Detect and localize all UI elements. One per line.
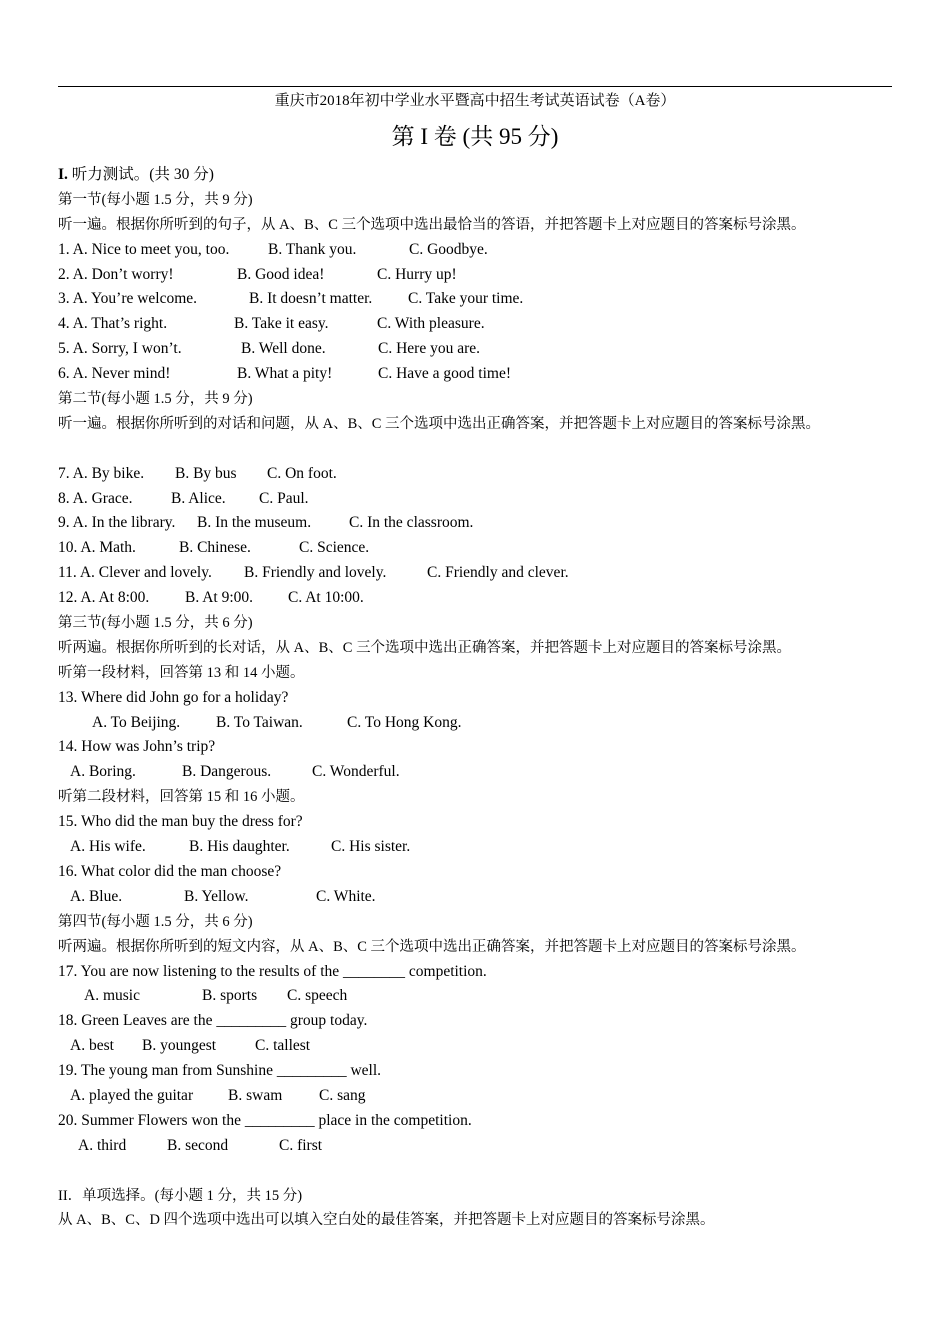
option-a: A. Boring. — [70, 763, 136, 781]
option-b: B. What a pity! — [237, 365, 333, 383]
option-a: 4. A. That’s right. — [58, 315, 168, 333]
passage1-note: 听第一段材料，回答第 13 和 14 小题。 — [58, 664, 305, 681]
option-c: C. Here you are. — [378, 340, 480, 358]
option-c: C. White. — [316, 887, 376, 905]
option-a: 12. A. At 8:00. — [58, 589, 150, 607]
option-b: B. Thank you. — [268, 240, 357, 258]
question-14-stem: 14. How was John’s trip? — [58, 738, 216, 756]
option-b: B. By bus — [175, 464, 237, 482]
option-a: A. His wife. — [70, 838, 146, 856]
question-4 — [58, 312, 908, 337]
option-c: C. Friendly and clever. — [427, 564, 569, 582]
option-c: C. At 10:00. — [288, 589, 364, 607]
option-b: B. Good idea! — [237, 265, 325, 283]
option-c: C. Take your time. — [408, 290, 524, 308]
option-b: B. Alice. — [171, 489, 226, 507]
question-6 — [58, 362, 908, 387]
option-a: A. third — [78, 1136, 127, 1154]
option-b: B. swam — [228, 1086, 283, 1104]
option-c: C. Have a good time! — [378, 365, 512, 383]
part1-label: 第一节(每小题 1.5 分，共 9 分) — [58, 191, 253, 208]
option-a: 9. A. In the library. — [58, 514, 176, 532]
option-b: B. youngest — [142, 1037, 217, 1055]
part1-instructions: 听一遍。根据你所听到的句子，从 A、B、C 三个选项中选出最恰当的答语，并把答题卡上对应题目的答案标号涂黑。 — [58, 216, 806, 233]
option-b: B. Friendly and lovely. — [244, 564, 387, 582]
option-b: B. At 9:00. — [185, 589, 254, 607]
option-a: A. Blue. — [70, 887, 123, 905]
question-19-stem: 19. The young man from Sunshine _________ well. — [58, 1062, 382, 1080]
question-8 — [58, 487, 908, 512]
option-c: C. Goodbye. — [409, 240, 488, 258]
option-c: C. Wonderful. — [312, 763, 400, 781]
option-c: C. Paul. — [259, 489, 309, 507]
option-a: A. played the guitar — [70, 1086, 194, 1104]
option-c: C. His sister. — [331, 838, 411, 856]
question-20-stem: 20. Summer Flowers won the _________ place in the competition. — [58, 1111, 472, 1129]
question-16-options — [58, 885, 908, 910]
option-a: 11. A. Clever and lovely. — [58, 564, 212, 582]
question-13-options — [58, 711, 908, 736]
option-b: B. Take it easy. — [234, 315, 329, 333]
question-19-options — [58, 1084, 908, 1109]
option-b: B. Yellow. — [184, 887, 249, 905]
option-a: 7. A. By bike. — [58, 464, 145, 482]
question-9 — [58, 511, 908, 536]
section1-heading — [58, 163, 908, 188]
question-15-stem: 15. Who did the man buy the dress for? — [58, 813, 303, 831]
option-a: 1. A. Nice to meet you, too. — [58, 240, 230, 258]
option-c: C. To Hong Kong. — [347, 713, 462, 731]
option-c: C. With pleasure. — [377, 315, 485, 333]
question-5 — [58, 337, 908, 362]
part3-instructions: 听两遍。根据你所听到的长对话，从 A、B、C 三个选项中选出正确答案，并把答题卡上对应题目的答案标号涂黑。 — [58, 639, 792, 656]
part2-instructions: 听一遍。根据你所听到的对话和问题，从 A、B、C 三个选项中选出正确答案，并把答题卡上对应题目的答案标号涂黑。 — [58, 415, 821, 432]
question-18-stem: 18. Green Leaves are the _________ group today. — [58, 1012, 368, 1030]
option-b: B. second — [167, 1136, 229, 1154]
option-a: A. To Beijing. — [92, 713, 181, 731]
question-3 — [58, 287, 908, 312]
part4-label: 第四节(每小题 1.5 分，共 6 分) — [58, 913, 253, 930]
option-c: C. On foot. — [267, 464, 337, 482]
header-rule — [58, 86, 892, 87]
page-title: 第 I 卷 (共 95 分) — [391, 124, 559, 149]
option-c: C. Science. — [299, 539, 370, 557]
question-15-options — [58, 835, 908, 860]
spacer — [58, 437, 908, 462]
part4-instructions: 听两遍。根据你所听到的短文内容，从 A、B、C 三个选项中选出正确答案，并把答题卡上对应题目的答案标号涂黑。 — [58, 938, 806, 955]
question-18-options — [58, 1034, 908, 1059]
option-b: B. His daughter. — [189, 838, 290, 856]
part2-label: 第二节(每小题 1.5 分，共 9 分) — [58, 391, 253, 408]
option-c: C. sang — [319, 1086, 366, 1104]
option-c: C. first — [279, 1136, 323, 1154]
option-b: B. To Taiwan. — [216, 713, 303, 731]
spacer — [58, 1159, 908, 1184]
option-a: A. best — [70, 1037, 114, 1055]
option-a: 10. A. Math. — [58, 539, 136, 557]
option-c: C. Hurry up! — [377, 265, 457, 283]
part3-label: 第三节(每小题 1.5 分，共 6 分) — [58, 615, 253, 632]
option-c: C. In the classroom. — [349, 514, 474, 532]
question-1 — [58, 238, 908, 263]
option-a: 5. A. Sorry, I won’t. — [58, 340, 182, 358]
option-b: B. In the museum. — [197, 514, 312, 532]
question-13-stem: 13. Where did John go for a holiday? — [58, 688, 289, 706]
section1-number: I. — [58, 166, 68, 183]
passage2-note: 听第二段材料，回答第 15 和 16 小题。 — [58, 789, 305, 806]
question-11 — [58, 561, 908, 586]
question-14-options — [58, 760, 908, 785]
option-a: 6. A. Never mind! — [58, 365, 171, 383]
question-16-stem: 16. What color did the man choose? — [58, 862, 282, 880]
option-b: B. It doesn’t matter. — [249, 290, 373, 308]
section2-heading: II．单项选择。(每小题 1 分，共 15 分) — [58, 1187, 303, 1204]
option-a: 2. A. Don’t worry! — [58, 265, 174, 283]
option-b: B. Chinese. — [179, 539, 251, 557]
question-12 — [58, 586, 908, 611]
exam-header: 重庆市2018年初中学业水平暨高中招生考试英语试卷（A卷） — [274, 93, 676, 109]
option-c: C. speech — [287, 987, 348, 1005]
section2-instructions: 从 A、B、C、D 四个选项中选出可以填入空白处的最佳答案，并把答题卡上对应题目的答案标号涂黑。 — [58, 1212, 715, 1229]
exam-content — [58, 163, 908, 1233]
section1-heading-text: 听力测试。(共 30 分) — [67, 166, 214, 183]
question-20-options — [58, 1134, 908, 1159]
question-7 — [58, 462, 908, 487]
option-c: C. tallest — [255, 1037, 311, 1055]
option-b: B. sports — [202, 987, 258, 1005]
option-a: A. music — [84, 987, 140, 1005]
question-2 — [58, 263, 908, 288]
question-17-options — [58, 984, 908, 1009]
option-b: B. Dangerous. — [182, 763, 272, 781]
option-b: B. Well done. — [241, 340, 326, 358]
question-17-stem: 17. You are now listening to the results of the ________ competition. — [58, 962, 487, 980]
question-10 — [58, 536, 908, 561]
option-a: 8. A. Grace. — [58, 489, 133, 507]
option-a: 3. A. You’re welcome. — [58, 290, 198, 308]
